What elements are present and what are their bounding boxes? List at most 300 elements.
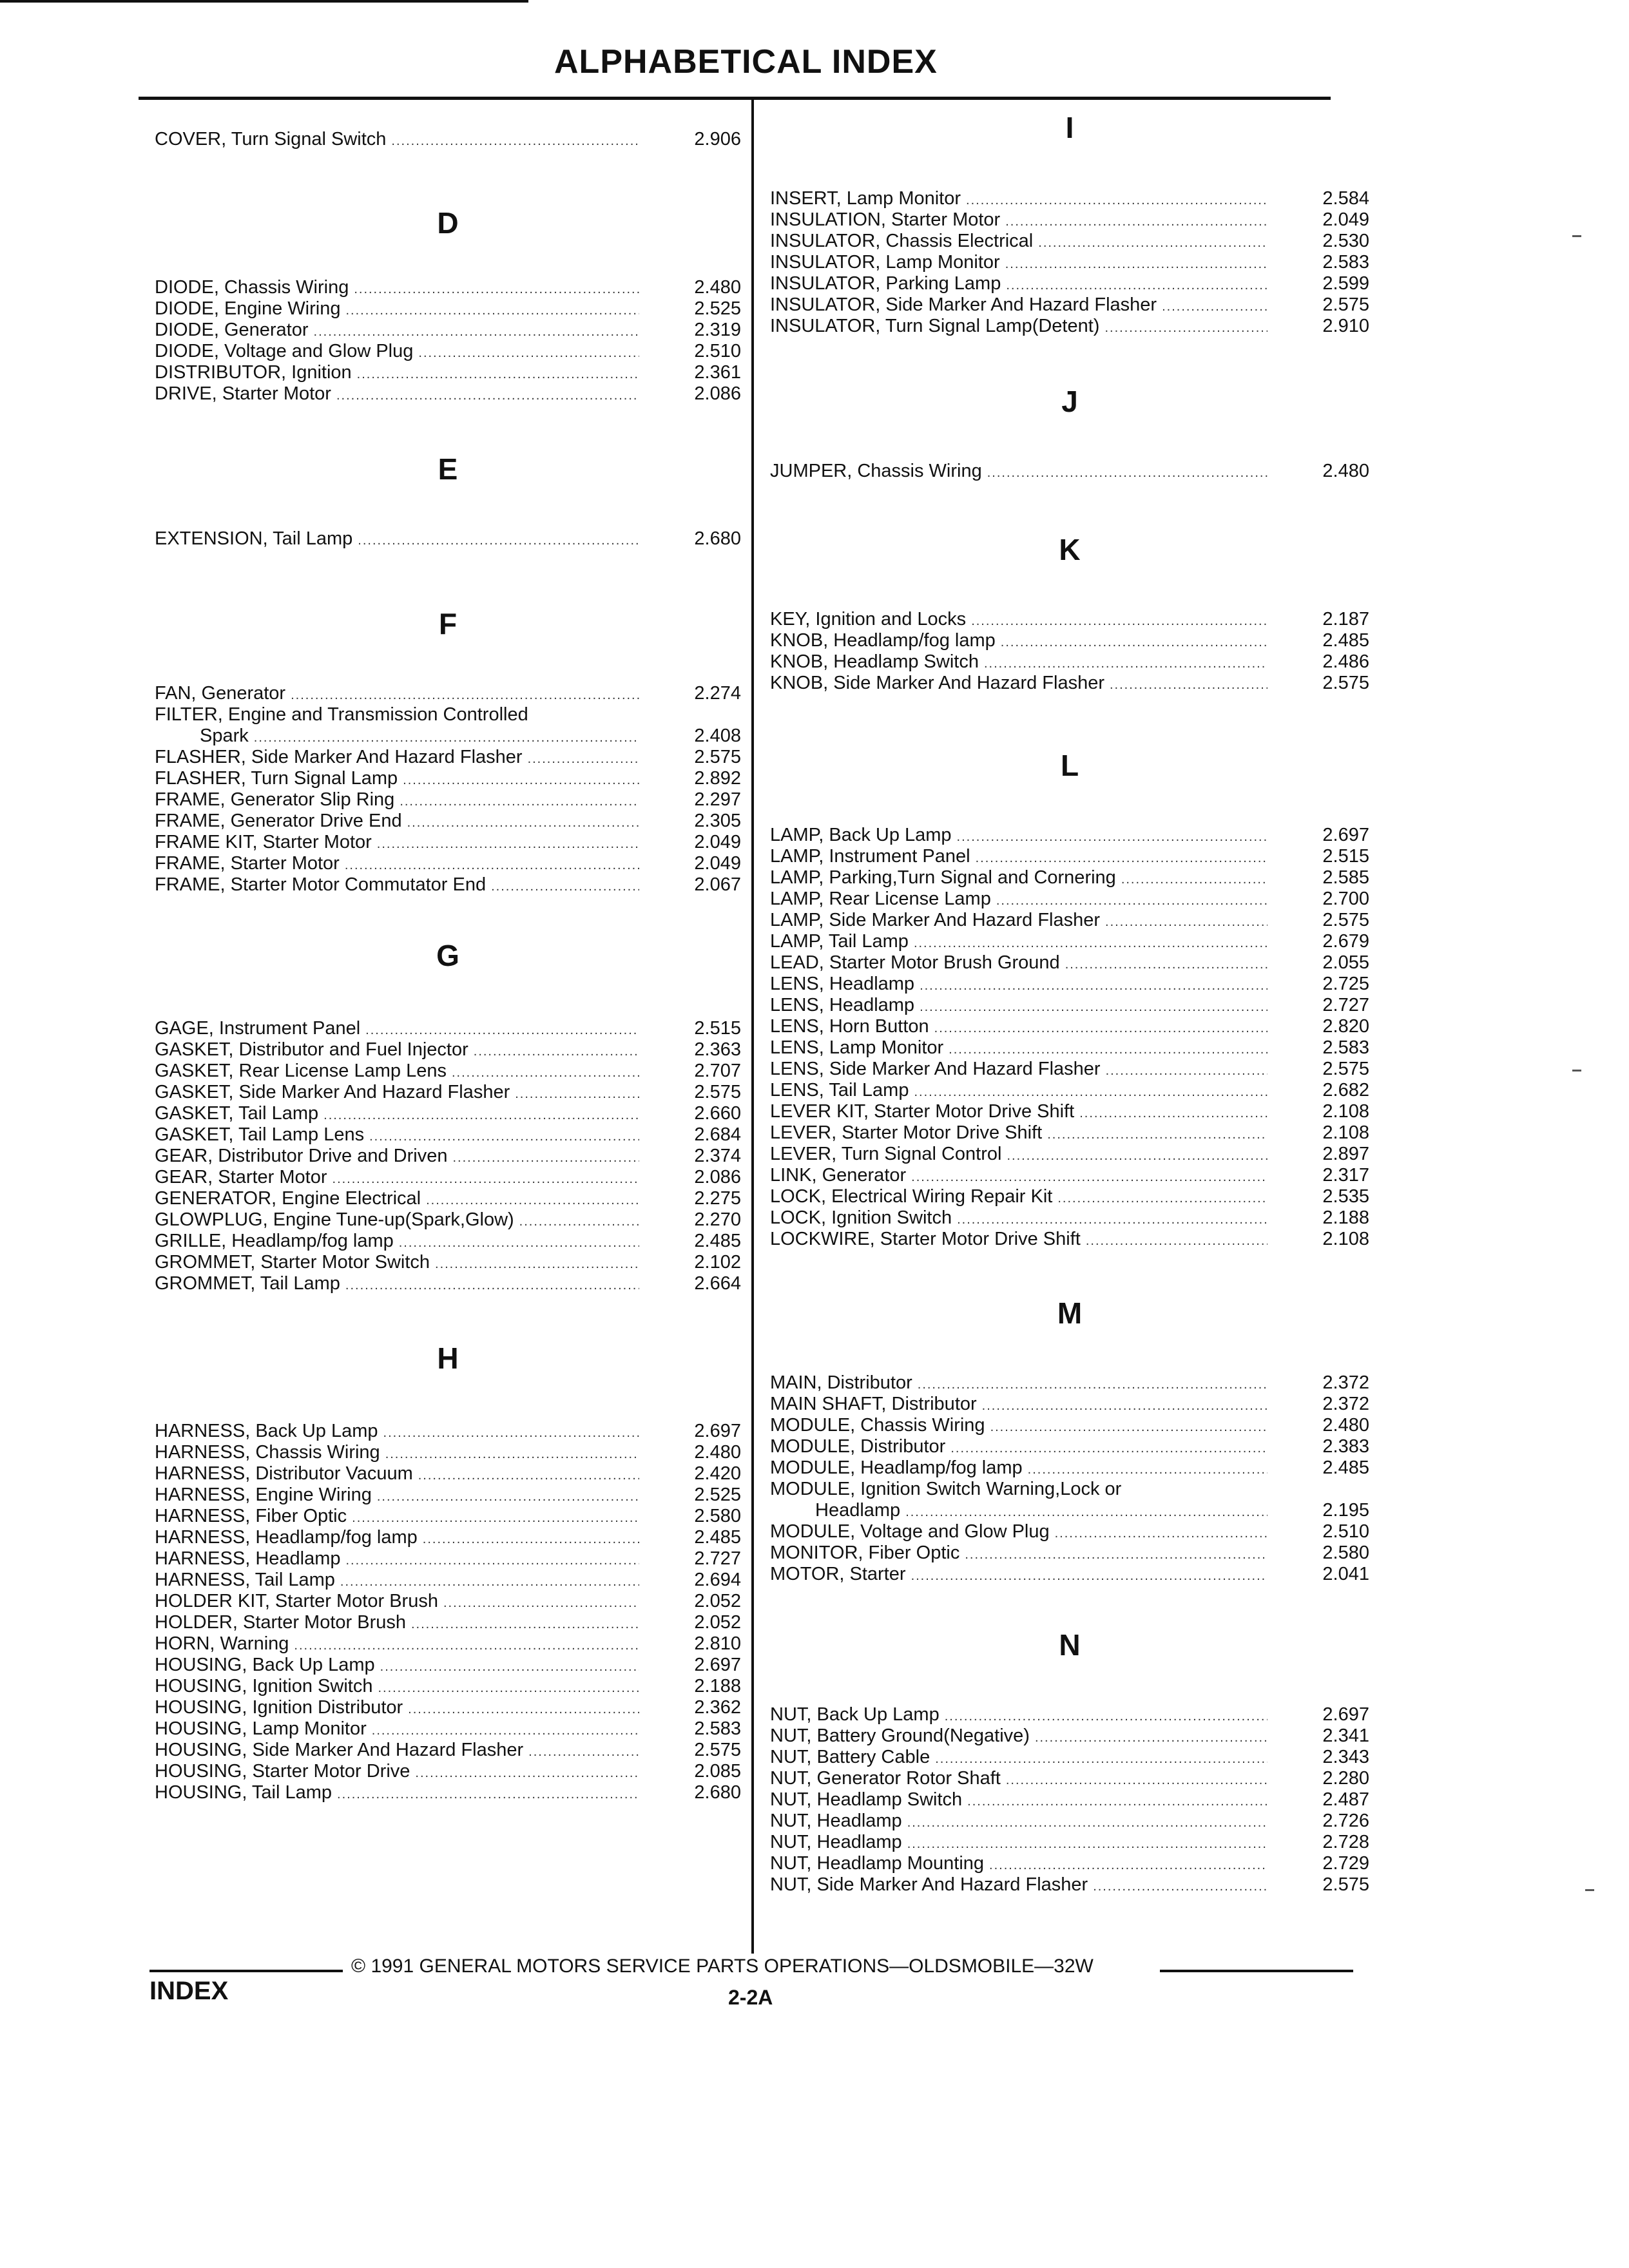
index-section	[155, 528, 741, 550]
entry-page-ref: 2.599	[1322, 273, 1369, 294]
entry-name: FILTER, Engine and Transmission Controlled	[155, 704, 528, 725]
footer-rule-right	[1160, 1970, 1353, 1972]
index-entry	[770, 1165, 1369, 1186]
entry-page-ref: 2.897	[1322, 1144, 1369, 1164]
entry-page-ref: 2.680	[694, 1782, 741, 1803]
leader-dots	[254, 727, 639, 749]
index-entry	[770, 1542, 1369, 1564]
index-entry	[770, 1436, 1369, 1457]
index-entry	[770, 825, 1369, 846]
index-section	[770, 1372, 1369, 1585]
entry-page-ref: 2.580	[1322, 1542, 1369, 1563]
entry-name: LEVER, Starter Motor Drive Shift	[770, 1122, 1043, 1143]
entry-name: GASKET, Rear License Lamp Lens	[155, 1061, 447, 1081]
entry-name: GEAR, Distributor Drive and Driven	[155, 1146, 448, 1166]
entry-name: LAMP, Instrument Panel	[770, 846, 970, 867]
leader-dots	[1028, 1459, 1268, 1481]
leader-dots	[291, 685, 639, 706]
entry-name: NUT, Headlamp Mounting	[770, 1853, 985, 1874]
entry-name: LENS, Headlamp	[770, 974, 915, 994]
index-entry	[155, 1527, 741, 1548]
leader-dots	[1110, 675, 1268, 696]
leader-dots	[452, 1062, 639, 1084]
index-section	[155, 277, 741, 405]
entry-page-ref: 2.361	[694, 362, 741, 383]
index-entry	[155, 1231, 741, 1252]
leader-dots	[990, 1417, 1268, 1438]
entry-name: GLOWPLUG, Engine Tune-up(Spark,Glow)	[155, 1209, 514, 1230]
leader-dots	[914, 933, 1268, 954]
entry-page-ref: 2.575	[694, 747, 741, 767]
leader-dots	[435, 1254, 639, 1275]
entry-page-ref: 2.102	[694, 1252, 741, 1273]
leader-dots	[1047, 1124, 1268, 1146]
leader-dots	[385, 1444, 639, 1465]
leader-dots	[987, 463, 1268, 484]
entry-name: LAMP, Back Up Lamp	[770, 825, 952, 845]
index-section	[155, 1018, 741, 1294]
entry-page-ref: 2.408	[694, 726, 741, 746]
index-entry	[155, 811, 741, 832]
entry-page-ref: 2.707	[694, 1061, 741, 1081]
entry-page-ref: 2.697	[1322, 1704, 1369, 1725]
entry-page-ref: 2.525	[694, 298, 741, 319]
entry-name: INSERT, Lamp Monitor	[770, 188, 961, 209]
entry-name: LAMP, Rear License Lamp	[770, 889, 991, 909]
index-entry	[770, 846, 1369, 867]
leader-dots	[372, 1720, 639, 1742]
leader-dots	[971, 611, 1268, 632]
index-entry	[770, 630, 1369, 651]
entry-name: MODULE, Voltage and Glow Plug	[770, 1521, 1050, 1542]
margin-mark	[1572, 235, 1581, 237]
index-entry	[770, 1144, 1369, 1165]
entry-name: GAGE, Instrument Panel	[155, 1018, 361, 1039]
index-entry	[155, 1676, 741, 1697]
entry-name: NUT, Generator Rotor Shaft	[770, 1768, 1001, 1789]
leader-dots	[907, 1834, 1268, 1855]
index-entry	[155, 1146, 741, 1167]
leader-dots	[333, 1169, 639, 1190]
section-letter-n: N	[1059, 1628, 1081, 1662]
entry-name: LEVER, Turn Signal Control	[770, 1144, 1002, 1164]
index-entry	[155, 1167, 741, 1188]
index-entry	[770, 974, 1369, 995]
entry-name: KNOB, Headlamp Switch	[770, 651, 979, 672]
entry-page-ref: 2.305	[694, 811, 741, 831]
leader-dots	[1105, 912, 1268, 933]
entry-page-ref: 2.583	[1322, 252, 1369, 273]
index-entry	[770, 1500, 1369, 1521]
section-letter-k: K	[1059, 533, 1081, 566]
footer-copyright: © 1991 GENERAL MOTORS SERVICE PARTS OPERATIONS—OLDSMOBILE—32W	[351, 1956, 1094, 1977]
index-entry	[770, 1207, 1369, 1229]
index-section	[770, 609, 1369, 694]
index-entry	[770, 1789, 1369, 1811]
index-entry	[155, 1442, 741, 1463]
entry-name: FAN, Generator	[155, 683, 286, 704]
leader-dots	[1055, 1523, 1268, 1544]
entry-page-ref: 2.575	[1322, 1874, 1369, 1895]
entry-name: INSULATOR, Chassis Electrical	[770, 231, 1034, 251]
section-letter-g: G	[436, 939, 459, 972]
index-entry	[770, 294, 1369, 316]
footer-page-number: 2-2A	[728, 1986, 773, 2009]
entry-name: COVER, Turn Signal Switch	[155, 129, 387, 149]
leader-dots	[399, 1233, 639, 1254]
entry-name: MODULE, Chassis Wiring	[770, 1415, 985, 1436]
leader-dots	[378, 1678, 639, 1699]
index-entry	[770, 1016, 1369, 1037]
leader-dots	[345, 1275, 639, 1296]
entry-page-ref: 2.343	[1322, 1747, 1369, 1767]
index-entry	[770, 1725, 1369, 1747]
entry-name: NUT, Headlamp	[770, 1832, 902, 1852]
leader-dots	[443, 1593, 639, 1614]
entry-name: NUT, Side Marker And Hazard Flasher	[770, 1874, 1088, 1895]
entry-page-ref: 2.480	[694, 277, 741, 298]
entry-page-ref: 2.700	[1322, 889, 1369, 909]
entry-name: GASKET, Tail Lamp Lens	[155, 1124, 365, 1145]
index-entry	[770, 252, 1369, 273]
leader-dots	[515, 1084, 639, 1105]
entry-page-ref: 2.697	[694, 1421, 741, 1441]
entry-page-ref: 2.575	[1322, 673, 1369, 693]
index-entry	[155, 320, 741, 341]
leader-dots	[426, 1190, 639, 1211]
entry-page-ref: 2.486	[1322, 651, 1369, 672]
leader-dots	[519, 1211, 639, 1233]
entry-name: HOUSING, Ignition Distributor	[155, 1697, 403, 1718]
entry-page-ref: 2.195	[1322, 1500, 1369, 1521]
entry-page-ref: 2.697	[694, 1655, 741, 1675]
leader-dots	[423, 1529, 639, 1550]
entry-name: HARNESS, Back Up Lamp	[155, 1421, 378, 1441]
entry-name: HOLDER, Starter Motor Brush	[155, 1612, 406, 1633]
index-entry	[770, 1479, 1369, 1500]
index-entry	[155, 832, 741, 853]
entry-page-ref: 2.187	[1322, 609, 1369, 629]
entry-page-ref: 2.188	[694, 1676, 741, 1696]
entry-page-ref: 2.372	[1322, 1372, 1369, 1393]
leader-dots	[911, 1566, 1268, 1587]
leader-dots	[452, 1148, 639, 1169]
entry-name: LENS, Tail Lamp	[770, 1080, 909, 1100]
leader-dots	[377, 1486, 639, 1508]
entry-name: LENS, Side Marker And Hazard Flasher	[770, 1059, 1101, 1079]
index-entry	[155, 853, 741, 874]
leader-dots	[1104, 318, 1268, 339]
entry-page-ref: 2.317	[1322, 1165, 1369, 1186]
entry-name: GRILLE, Headlamp/fog lamp	[155, 1231, 394, 1251]
entry-page-ref: 2.480	[694, 1442, 741, 1463]
leader-dots	[911, 1167, 1268, 1188]
entry-page-ref: 2.383	[1322, 1436, 1369, 1457]
leader-dots	[918, 1374, 1268, 1396]
leader-dots	[323, 1105, 639, 1126]
entry-page-ref: 2.485	[694, 1527, 741, 1548]
index-entry	[770, 1768, 1369, 1789]
entry-name: LINK, Generator	[770, 1165, 907, 1186]
entry-page-ref: 2.487	[1322, 1789, 1369, 1810]
leader-dots	[920, 997, 1268, 1018]
leader-dots	[346, 300, 640, 322]
leader-dots	[408, 1699, 639, 1720]
index-entry	[155, 1273, 741, 1294]
index-entry	[155, 789, 741, 811]
leader-dots	[935, 1749, 1268, 1770]
entry-name: HOUSING, Back Up Lamp	[155, 1655, 375, 1675]
entry-name: LEAD, Starter Motor Brush Ground	[770, 952, 1060, 973]
leader-dots	[407, 812, 639, 834]
entry-page-ref: 2.684	[694, 1124, 741, 1145]
leader-dots	[337, 1784, 639, 1805]
entry-name: Spark	[200, 726, 249, 746]
leader-dots	[1162, 296, 1268, 318]
entry-name: HORN, Warning	[155, 1633, 289, 1654]
leader-dots	[982, 1396, 1268, 1417]
index-entry	[770, 609, 1369, 630]
index-entry	[770, 188, 1369, 209]
index-entry	[770, 1704, 1369, 1725]
entry-page-ref: 2.374	[694, 1146, 741, 1166]
index-entry	[155, 298, 741, 320]
entry-name: KNOB, Headlamp/fog lamp	[770, 630, 996, 651]
entry-page-ref: 2.664	[694, 1273, 741, 1294]
entry-page-ref: 2.108	[1322, 1229, 1369, 1249]
leader-dots	[1001, 632, 1268, 653]
entry-name: DIODE, Engine Wiring	[155, 298, 341, 319]
entry-page-ref: 2.726	[1322, 1811, 1369, 1831]
entry-name: NUT, Headlamp	[770, 1811, 902, 1831]
entry-name: MODULE, Headlamp/fog lamp	[770, 1457, 1023, 1478]
index-entry	[770, 910, 1369, 931]
leader-dots	[1006, 275, 1268, 296]
title-rule	[139, 97, 1331, 100]
entry-name: HOUSING, Tail Lamp	[155, 1782, 333, 1803]
entry-page-ref: 2.575	[694, 1082, 741, 1102]
entry-name: LENS, Horn Button	[770, 1016, 929, 1037]
index-entry	[155, 277, 741, 298]
index-entry	[155, 1697, 741, 1718]
leader-dots	[957, 827, 1268, 848]
index-entry	[155, 1612, 741, 1633]
index-entry	[770, 651, 1369, 673]
index-entry	[155, 1124, 741, 1146]
index-entry	[770, 1832, 1369, 1853]
entry-page-ref: 2.810	[694, 1633, 741, 1654]
entry-name: NUT, Headlamp Switch	[770, 1789, 963, 1810]
entry-page-ref: 2.363	[694, 1039, 741, 1060]
entry-page-ref: 2.910	[1322, 316, 1369, 336]
entry-name: HOUSING, Side Marker And Hazard Flasher	[155, 1740, 524, 1760]
leader-dots	[346, 1550, 640, 1571]
entry-page-ref: 2.067	[694, 874, 741, 895]
entry-name: LOCK, Electrical Wiring Repair Kit	[770, 1186, 1053, 1207]
index-entry	[770, 867, 1369, 889]
index-entry	[770, 1394, 1369, 1415]
index-entry	[770, 1564, 1369, 1585]
entry-page-ref: 2.108	[1322, 1122, 1369, 1143]
entry-page-ref: 2.108	[1322, 1101, 1369, 1122]
entry-name: LAMP, Tail Lamp	[770, 931, 909, 952]
leader-dots	[377, 834, 639, 855]
entry-name: MAIN, Distributor	[770, 1372, 912, 1393]
entry-name: MODULE, Distributor	[770, 1436, 946, 1457]
index-entry	[770, 1372, 1369, 1394]
index-entry	[155, 383, 741, 405]
index-entry	[770, 931, 1369, 952]
index-section	[770, 188, 1369, 337]
leader-dots	[336, 385, 639, 407]
leader-dots	[957, 1209, 1268, 1231]
leader-dots	[1005, 211, 1268, 233]
leader-dots	[418, 1465, 639, 1486]
index-entry	[155, 362, 741, 383]
entry-name: EXTENSION, Tail Lamp	[155, 528, 353, 549]
entry-name: HOLDER KIT, Starter Motor Brush	[155, 1591, 438, 1611]
entry-page-ref: 2.086	[694, 1167, 741, 1187]
entry-name: INSULATOR, Lamp Monitor	[770, 252, 1000, 273]
entry-name: DIODE, Chassis Wiring	[155, 277, 349, 298]
entry-page-ref: 2.729	[1322, 1853, 1369, 1874]
index-entry	[770, 952, 1369, 974]
leader-dots	[950, 1438, 1268, 1459]
leader-dots	[996, 890, 1268, 912]
entry-page-ref: 2.583	[694, 1718, 741, 1739]
leader-dots	[383, 1423, 639, 1444]
leader-dots	[1086, 1231, 1268, 1252]
index-entry	[155, 1591, 741, 1612]
top-rule	[0, 0, 528, 3]
leader-dots	[357, 364, 639, 385]
entry-name: JUMPER, Chassis Wiring	[770, 461, 982, 481]
index-entry	[155, 1018, 741, 1039]
entry-name: HARNESS, Engine Wiring	[155, 1485, 372, 1505]
index-section	[770, 461, 1369, 482]
entry-page-ref: 2.485	[1322, 1457, 1369, 1478]
entry-page-ref: 2.525	[694, 1485, 741, 1505]
entry-page-ref: 2.680	[694, 528, 741, 549]
entry-name: FRAME, Generator Drive End	[155, 811, 402, 831]
entry-name: LENS, Headlamp	[770, 995, 915, 1015]
index-entry	[155, 1548, 741, 1570]
entry-name: INSULATOR, Side Marker And Hazard Flasher	[770, 294, 1157, 315]
entry-name: MODULE, Ignition Switch Warning,Lock or	[770, 1479, 1122, 1499]
index-entry	[155, 704, 741, 726]
entry-page-ref: 2.049	[1322, 209, 1369, 230]
entry-name: DIODE, Voltage and Glow Plug	[155, 341, 414, 361]
entry-name: MAIN SHAFT, Distributor	[770, 1394, 977, 1414]
entry-page-ref: 2.660	[694, 1103, 741, 1124]
leader-dots	[358, 530, 639, 552]
entry-name: LEVER KIT, Starter Motor Drive Shift	[770, 1101, 1075, 1122]
section-letter-j: J	[1061, 385, 1078, 418]
footer-section-label: INDEX	[149, 1977, 229, 2005]
index-entry	[770, 1415, 1369, 1436]
column-divider	[751, 98, 754, 1954]
leader-dots	[1093, 1876, 1268, 1898]
leader-dots	[949, 1039, 1268, 1061]
index-entry	[155, 1761, 741, 1782]
leader-dots	[474, 1041, 639, 1062]
entry-page-ref: 2.575	[1322, 1059, 1369, 1079]
section-letter-i: I	[1065, 111, 1074, 144]
entry-name: HARNESS, Headlamp	[155, 1548, 341, 1569]
leader-dots	[415, 1763, 639, 1784]
leader-dots	[345, 855, 639, 876]
entry-name: KEY, Ignition and Locks	[770, 609, 967, 629]
leader-dots	[1106, 1061, 1268, 1082]
index-entry	[155, 528, 741, 550]
leader-dots	[1065, 954, 1268, 975]
entry-page-ref: 2.583	[1322, 1037, 1369, 1058]
entry-page-ref: 2.049	[694, 853, 741, 874]
entry-name: HARNESS, Distributor Vacuum	[155, 1463, 413, 1484]
index-entry	[155, 1655, 741, 1676]
entry-page-ref: 2.485	[1322, 630, 1369, 651]
entry-page-ref: 2.694	[694, 1570, 741, 1590]
index-entry	[155, 1421, 741, 1442]
entry-page-ref: 2.584	[1322, 188, 1369, 209]
entry-page-ref: 2.055	[1322, 952, 1369, 973]
index-entry	[155, 1740, 741, 1761]
entry-name: FRAME, Generator Slip Ring	[155, 789, 395, 810]
index-entry	[155, 341, 741, 362]
index-entry	[770, 1122, 1369, 1144]
entry-page-ref: 2.362	[694, 1697, 741, 1718]
entry-page-ref: 2.319	[694, 320, 741, 340]
footer-rule-left	[149, 1970, 343, 1972]
entry-page-ref: 2.580	[694, 1506, 741, 1526]
index-entry	[155, 1188, 741, 1209]
entry-page-ref: 2.274	[694, 683, 741, 704]
entry-page-ref: 2.535	[1322, 1186, 1369, 1207]
index-entry	[155, 1209, 741, 1231]
entry-page-ref: 2.341	[1322, 1725, 1369, 1746]
entry-page-ref: 2.510	[1322, 1521, 1369, 1542]
entry-name: HARNESS, Headlamp/fog lamp	[155, 1527, 418, 1548]
entry-page-ref: 2.041	[1322, 1564, 1369, 1584]
leader-dots	[1007, 1146, 1268, 1167]
section-letter-f: F	[438, 607, 458, 640]
index-entry	[155, 683, 741, 704]
entry-page-ref: 2.420	[694, 1463, 741, 1484]
entry-page-ref: 2.280	[1322, 1768, 1369, 1789]
leader-dots	[403, 770, 639, 791]
leader-dots	[920, 975, 1268, 997]
leader-dots	[365, 1020, 639, 1041]
entry-page-ref: 2.049	[694, 832, 741, 852]
index-entry	[770, 1059, 1369, 1080]
entry-name: GASKET, Distributor and Fuel Injector	[155, 1039, 468, 1060]
leader-dots	[984, 653, 1268, 675]
entry-page-ref: 2.085	[694, 1761, 741, 1782]
leader-dots	[1035, 1727, 1268, 1749]
entry-name: LOCKWIRE, Starter Motor Drive Shift	[770, 1229, 1081, 1249]
entry-name: MONITOR, Fiber Optic	[770, 1542, 960, 1563]
entry-page-ref: 2.270	[694, 1209, 741, 1230]
leader-dots	[294, 1635, 639, 1657]
entry-name: LENS, Lamp Monitor	[770, 1037, 944, 1058]
leader-dots	[966, 190, 1268, 211]
entry-name: FLASHER, Side Marker And Hazard Flasher	[155, 747, 523, 767]
index-entry	[770, 1080, 1369, 1101]
index-entry	[155, 747, 741, 768]
entry-page-ref: 2.585	[1322, 867, 1369, 888]
leader-dots	[418, 343, 639, 364]
leader-dots	[907, 1812, 1268, 1834]
